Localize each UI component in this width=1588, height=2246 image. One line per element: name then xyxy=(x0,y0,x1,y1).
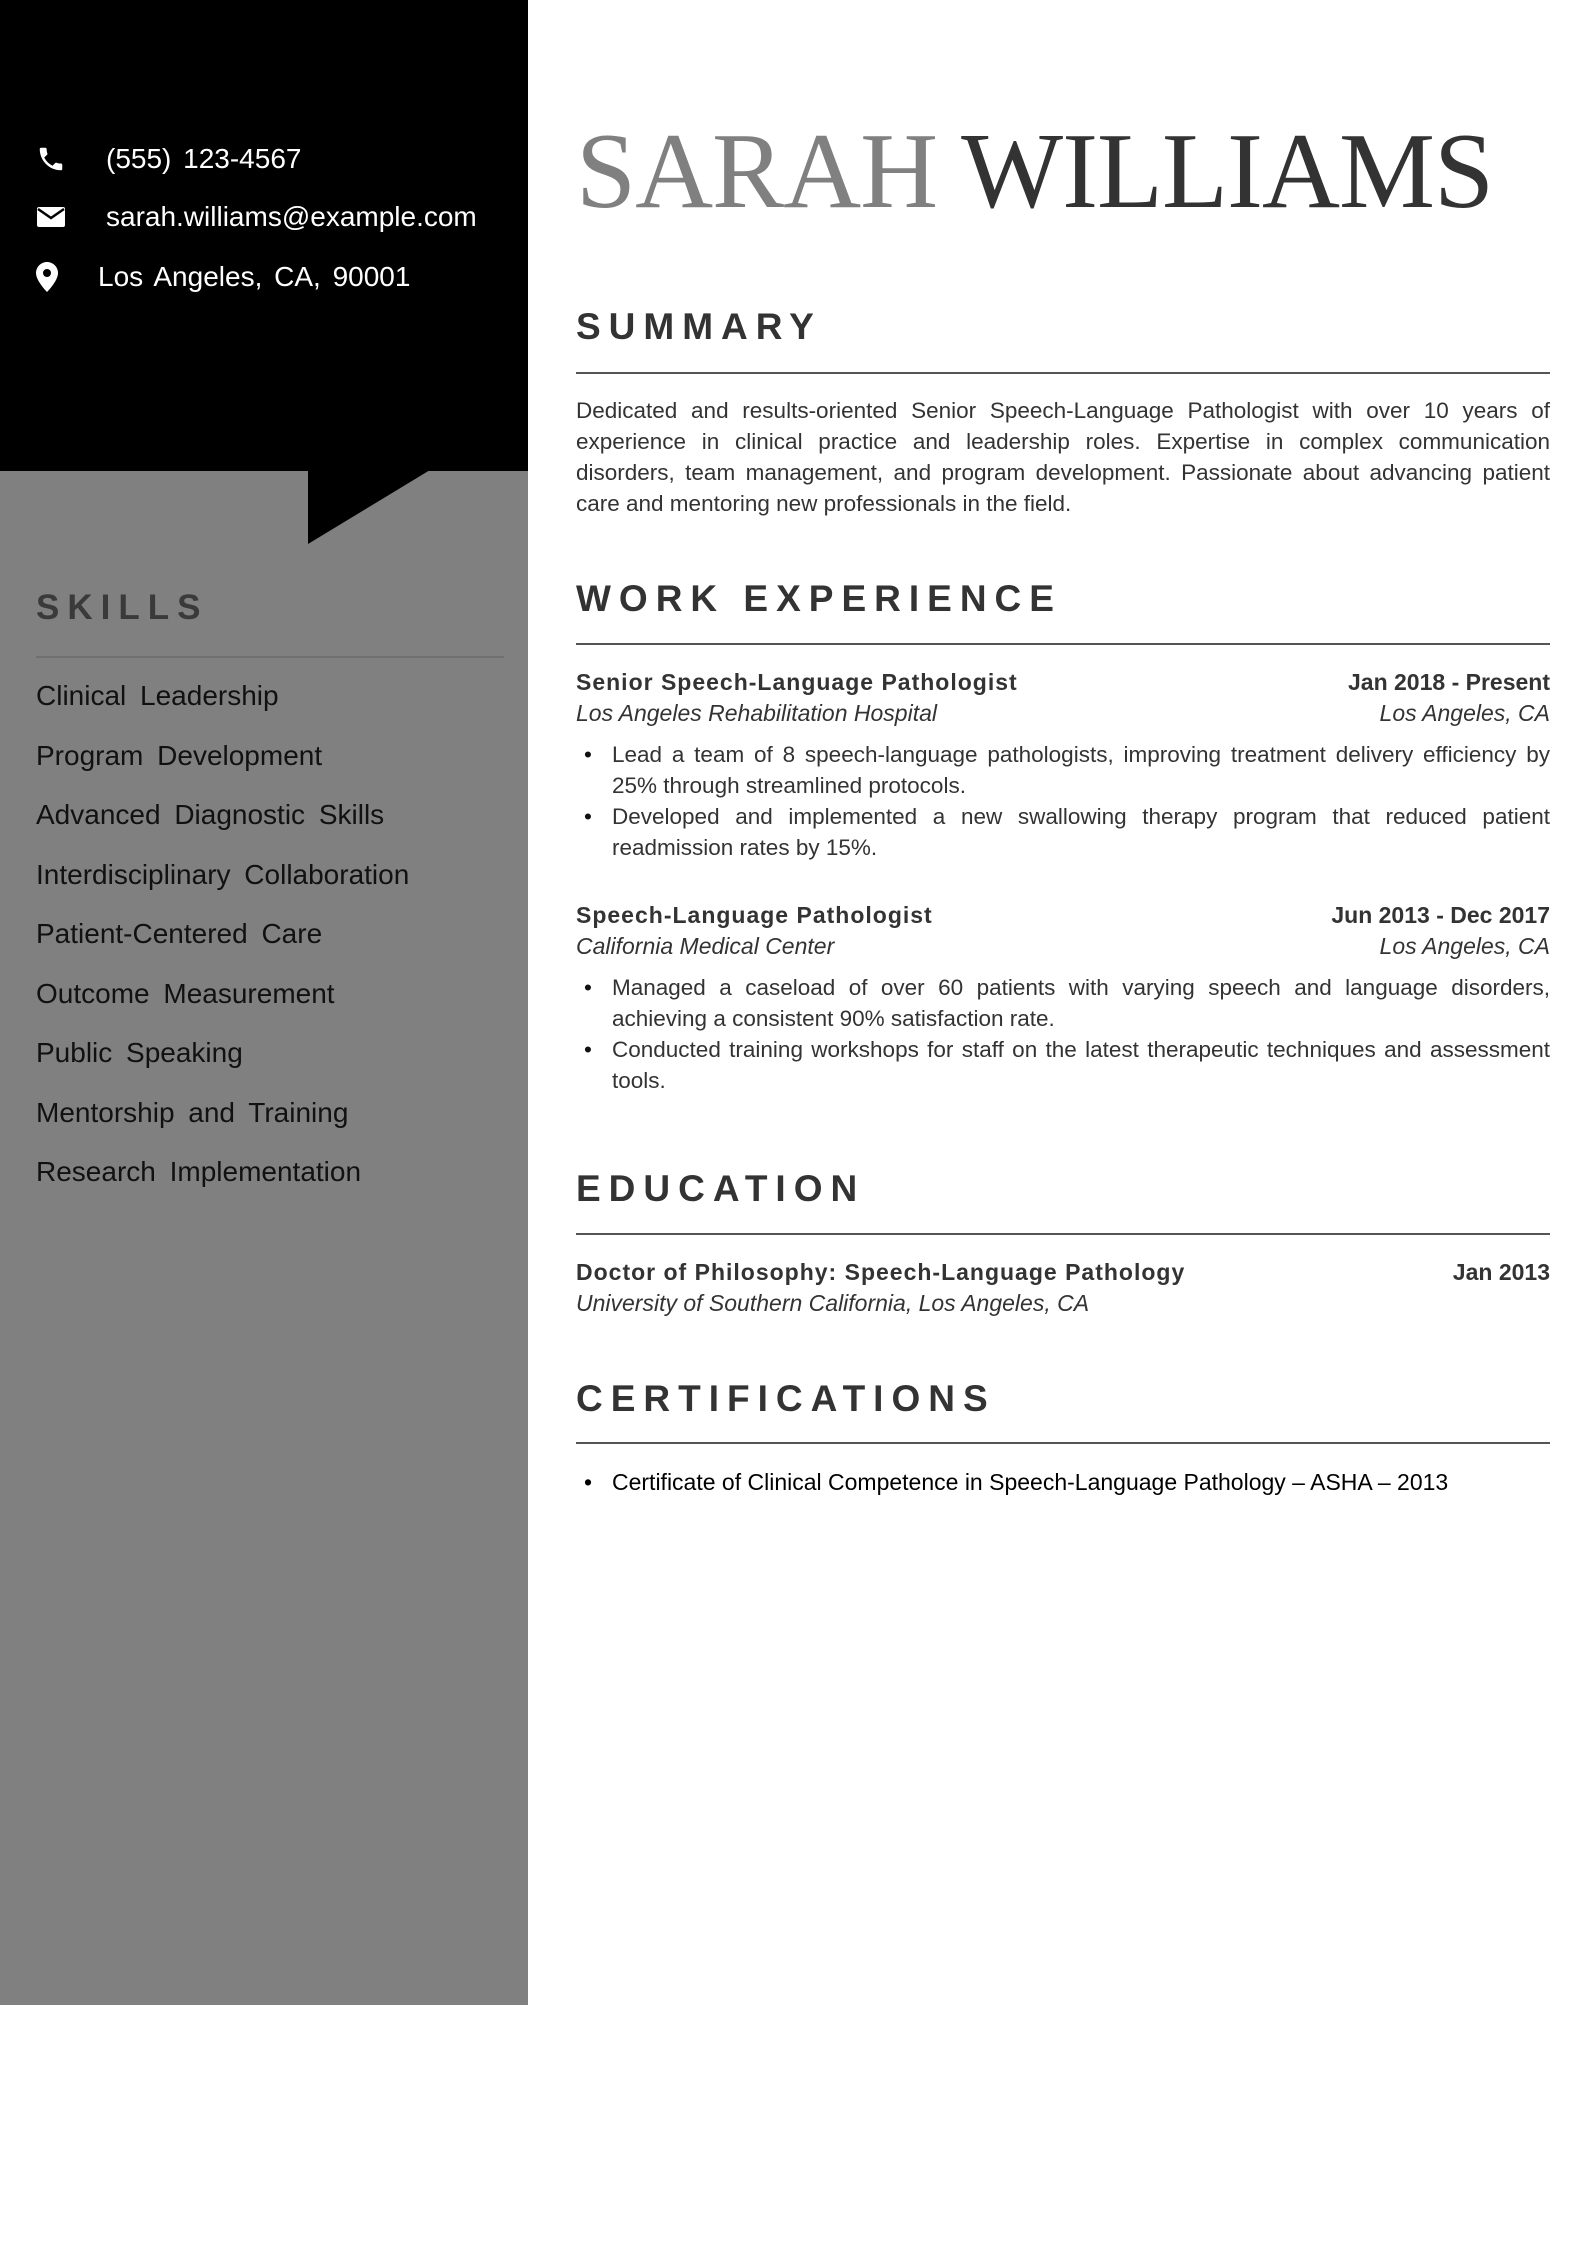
phone-number[interactable]: (555) 123-4567 xyxy=(106,143,302,174)
education-date: Jan 2013 xyxy=(1452,1259,1550,1285)
skill-item: Mentorship and Training xyxy=(36,1096,349,1128)
contact-block-notch xyxy=(308,470,430,544)
email-address[interactable]: sarah.williams@example.com xyxy=(106,201,477,232)
candidate-name xyxy=(576,112,1493,232)
job-header xyxy=(576,666,1550,698)
job-bullet: • Developed and implemented a new swallowing therapy program that reduced patient readmission rates by 15%. xyxy=(612,801,1550,863)
job-dates: Jun 2013 - Dec 2017 xyxy=(1331,902,1550,928)
skill-item: Advanced Diagnostic Skills xyxy=(36,799,385,830)
skills-heading: SKILLS xyxy=(36,588,209,627)
envelope-icon xyxy=(36,200,70,234)
job-dates: Jan 2018 - Present xyxy=(1347,669,1550,695)
job-location: Los Angeles, CA xyxy=(1379,700,1550,726)
contact-location xyxy=(36,257,410,297)
certifications-list xyxy=(576,1466,1550,1498)
summary-text: Dedicated and results-oriented Senior Speech-Language Pathologist with over 10 years of experience in clinical practice and leadership roles. Expertise in complex communication disorders, team management, and program development. Passionate about advancing patient care and mentoring new professionals in the field. xyxy=(576,398,1550,516)
summary-heading: SUMMARY xyxy=(576,306,822,347)
education-heading: EDUCATION xyxy=(576,1168,866,1209)
skill-item: Interdisciplinary Collaboration xyxy=(36,858,410,890)
education-header xyxy=(576,1256,1550,1288)
skill-item: Public Speaking xyxy=(36,1037,243,1068)
certifications-divider xyxy=(576,1442,1550,1444)
job-bullet: • Conducted training workshops for staff on the latest therapeutic techniques and assessment tools. xyxy=(612,1034,1550,1096)
skill-item: Outcome Measurement xyxy=(36,977,335,1009)
skills-divider xyxy=(36,656,504,658)
skills-list xyxy=(36,676,409,1212)
work-experience-heading: WORK EXPERIENCE xyxy=(576,578,1062,619)
education-divider xyxy=(576,1233,1550,1235)
job-entry xyxy=(576,899,1550,1096)
school: University of Southern California, Los Angeles, CA xyxy=(576,1290,1090,1316)
phone-icon xyxy=(36,142,70,176)
certifications-heading: CERTIFICATIONS xyxy=(576,1378,996,1419)
contact-phone xyxy=(36,139,301,179)
certification-item: • Certificate of Clinical Competence in Speech-Language Pathology – ASHA – 2013 xyxy=(612,1466,1550,1498)
job-employer: California Medical Center xyxy=(576,933,835,959)
contact-email xyxy=(36,197,477,237)
contact-block xyxy=(0,0,528,471)
job-header xyxy=(576,899,1550,931)
map-pin-icon xyxy=(36,260,70,294)
work-experience-divider xyxy=(576,643,1550,645)
job-title: Speech-Language Pathologist xyxy=(576,902,933,928)
skill-item: Research Implementation xyxy=(36,1156,362,1187)
job-title: Senior Speech-Language Pathologist xyxy=(576,669,1018,695)
skill-item: Program Development xyxy=(36,739,323,771)
job-bullet: • Managed a caseload of over 60 patients with varying speech and language disorders, achieving a consistent 90% satisfaction rate. xyxy=(612,972,1550,1034)
job-entry xyxy=(576,666,1550,863)
skill-item: Patient-Centered Care xyxy=(36,918,323,949)
summary-divider xyxy=(576,372,1550,374)
first-name: SARAH xyxy=(576,112,938,231)
education-subheader xyxy=(576,1288,1550,1319)
job-employer: Los Angeles Rehabilitation Hospital xyxy=(576,700,937,726)
job-bullets xyxy=(576,972,1550,1096)
job-subheader xyxy=(576,698,1550,729)
last-name: WILLIAMS xyxy=(961,112,1494,231)
degree: Doctor of Philosophy: Speech-Language Pathology xyxy=(576,1259,1186,1285)
job-location: Los Angeles, CA xyxy=(1379,933,1550,959)
skill-item: Clinical Leadership xyxy=(36,680,279,711)
sidebar xyxy=(0,0,528,2005)
location-text: Los Angeles, CA, 90001 xyxy=(98,261,411,292)
job-bullets xyxy=(576,739,1550,863)
job-bullet: • Lead a team of 8 speech-language pathologists, improving treatment delivery efficiency by 25% through streamlined protocols. xyxy=(612,739,1550,801)
education-entry xyxy=(576,1256,1550,1319)
job-subheader xyxy=(576,931,1550,962)
